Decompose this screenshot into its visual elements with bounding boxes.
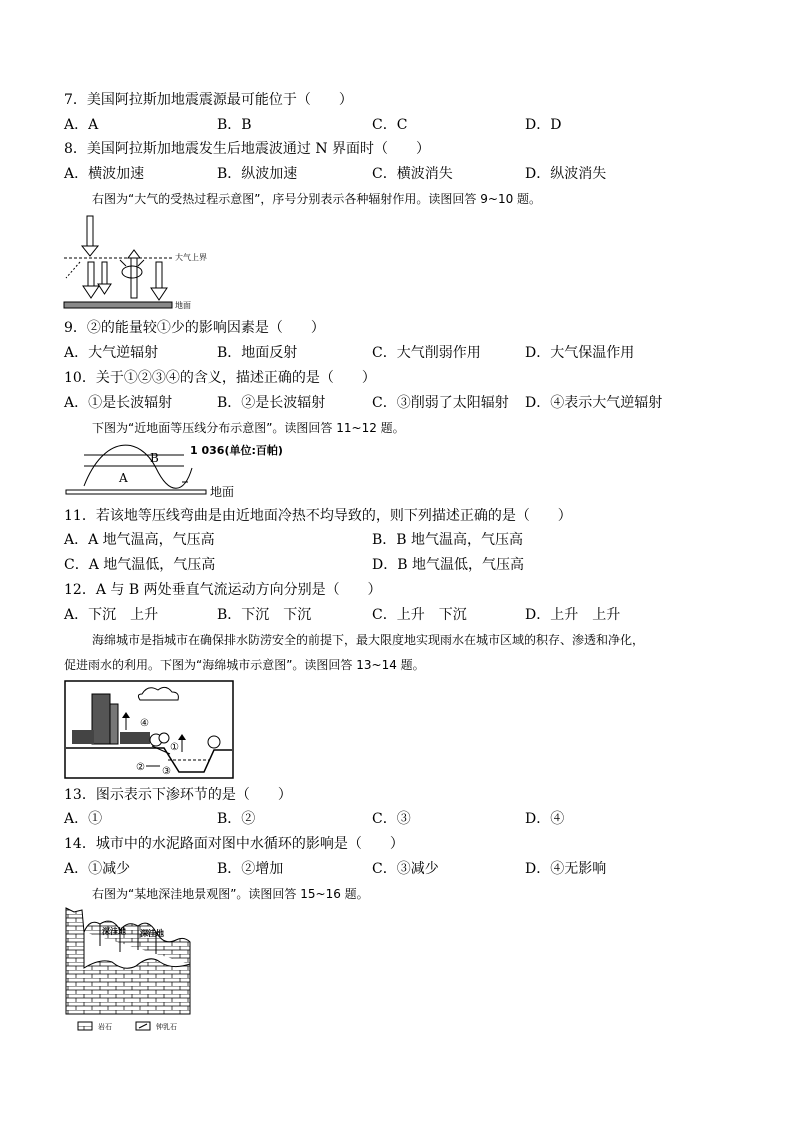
label-a: A xyxy=(119,471,128,485)
legend-stalactite-label: 钟乳石 xyxy=(156,1023,177,1031)
isobar-figure xyxy=(64,440,294,500)
q14-option-d: D．④无影响 xyxy=(525,861,607,877)
atmosphere-heating-figure xyxy=(60,212,220,312)
q10-stem: 10．关于①②③④的含义，描述正确的是（ ） xyxy=(64,370,376,386)
q14-stem: 14．城市中的水泥路面对图中水循环的影响是（ ） xyxy=(64,836,404,852)
q9-option-c: C．大气削弱作用 xyxy=(372,345,481,361)
karst-depression-figure xyxy=(64,906,194,1036)
marker-3: ③ xyxy=(162,766,171,777)
label-b: B xyxy=(150,451,159,465)
q14-option-b: B．②增加 xyxy=(217,861,284,877)
q13-stem: 13．图示表示下渗环节的是（ ） xyxy=(64,787,292,803)
q7-option-b: B．B xyxy=(217,117,252,133)
q12-stem: 12．A 与 B 两处垂直气流运动方向分别是（ ） xyxy=(64,582,382,598)
q12-option-a: A．下沉 上升 xyxy=(64,607,159,623)
q8-option-a: A．横波加速 xyxy=(64,166,145,182)
q11-option-d: D．B 地气温低，气压高 xyxy=(372,557,524,573)
sponge-city-figure xyxy=(64,680,234,780)
q8-option-b: B．纵波加速 xyxy=(217,166,298,182)
q7-option-a: A．A xyxy=(64,117,99,133)
q10-option-c: C．③削弱了太阳辐射 xyxy=(372,395,509,411)
q9-option-d: D．大气保温作用 xyxy=(525,345,635,361)
ground-label: 地面 xyxy=(175,301,191,310)
depression-label-right: 深洼地 xyxy=(140,928,164,938)
intro-9-10: 右图为“大气的受热过程示意图”，序号分别表示各种辐射作用。读图回答 9~10 题。 xyxy=(92,192,542,206)
marker-1: ① xyxy=(170,742,179,753)
isobar-value-label: 1 036(单位:百帕) xyxy=(190,444,283,457)
q13-option-b: B．② xyxy=(217,811,256,827)
q7-option-c: C．C xyxy=(372,117,408,133)
marker-4: ④ xyxy=(140,718,149,729)
q8-stem: 8．美国阿拉斯加地震发生后地震波通过 N 界面时（ ） xyxy=(64,141,431,157)
q11-option-b: B．B 地气温高，气压高 xyxy=(372,532,524,548)
q10-option-b: B．②是长波辐射 xyxy=(217,395,326,411)
q12-option-b: B．下沉 下沉 xyxy=(217,607,312,623)
q11-option-a: A．A 地气温高，气压高 xyxy=(64,532,215,548)
q11-stem: 11．若该地等压线弯曲是由近地面冷热不均导致的，则下列描述正确的是（ ） xyxy=(64,508,572,524)
intro-11-12: 下图为“近地面等压线分布示意图”。读图回答 11~12 题。 xyxy=(92,421,405,435)
marker-2: ② xyxy=(136,762,145,773)
q12-option-c: C．上升 下沉 xyxy=(372,607,467,623)
q13-option-a: A．① xyxy=(64,811,103,827)
q7-stem: 7．美国阿拉斯加地震震源最可能位于（ ） xyxy=(64,92,353,108)
q11-option-c: C．A 地气温低，气压高 xyxy=(64,557,216,573)
q8-option-c: C．横波消失 xyxy=(372,166,453,182)
q10-option-d: D．④表示大气逆辐射 xyxy=(525,395,663,411)
q13-option-c: C．③ xyxy=(372,811,411,827)
q13-option-d: D．④ xyxy=(525,811,565,827)
depression-label-left: 深洼地 xyxy=(102,926,126,936)
legend-rock-label: 岩石 xyxy=(98,1023,112,1031)
intro-15-16: 右图为“某地深洼地景观图”。读图回答 15~16 题。 xyxy=(92,887,369,901)
q14-option-c: C．③减少 xyxy=(372,861,439,877)
q10-option-a: A．①是长波辐射 xyxy=(64,395,173,411)
intro-13-14-line2: 促进雨水的利用。下图为“海绵城市示意图”。读图回答 13~14 题。 xyxy=(64,658,425,672)
q9-option-a: A．大气逆辐射 xyxy=(64,345,159,361)
q14-option-a: A．①减少 xyxy=(64,861,131,877)
q9-stem: 9．②的能量较①少的影响因素是（ ） xyxy=(64,320,325,336)
top-atmosphere-label: 大气上界 xyxy=(175,253,207,262)
q9-option-b: B．地面反射 xyxy=(217,345,298,361)
q7-option-d: D．D xyxy=(525,117,562,133)
intro-13-14-line1: 海绵城市是指城市在确保排水防涝安全的前提下，最大限度地实现雨水在城市区域的积存、渗透和净化， xyxy=(92,633,645,647)
q12-option-d: D．上升 上升 xyxy=(525,607,621,623)
ground-label-2: 地面 xyxy=(210,485,235,499)
q8-option-d: D．纵波消失 xyxy=(525,166,607,182)
